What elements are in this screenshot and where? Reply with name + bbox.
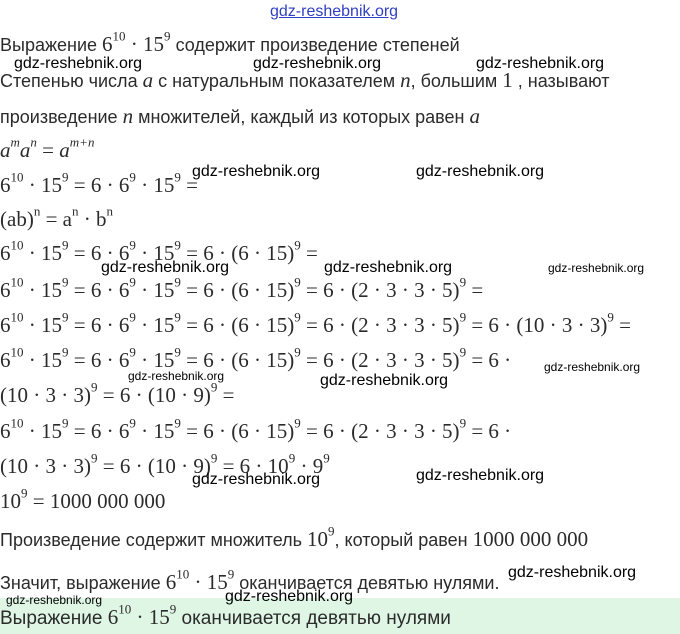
watermark[interactable]: gdz-reshebnik.org <box>508 564 637 581</box>
watermark[interactable]: gdz-reshebnik.org <box>320 372 449 389</box>
definition-line-2: произведение n множителей, каждый из которых равен a <box>0 104 480 128</box>
math-line-10: $6^{10} \cdot 15^9 = 6 \cdot 6^9 \cdot 15^9 = 6 \cdot (6 \cdot 15)^9 = 6 \cdot (2 \cdot 3 \cdot 3 \cdot 5)^9 = 6$ · <box>0 344 512 372</box>
watermark[interactable]: gdz-reshebnik.org <box>192 471 321 488</box>
math-line-14: $10^9 = 1000$ 000 000 <box>0 485 166 513</box>
math-line-8: $6^{10} \cdot 15^9 = 6 \cdot 6^9 \cdot 15^9 = 6 \cdot (6 \cdot 15)^9 = 6 \cdot (2 \cdot 3 \cdot 3 \cdot 5)^9$ = <box>0 274 484 302</box>
watermark[interactable]: gdz-reshebnik.org <box>548 261 645 275</box>
watermark[interactable]: gdz-reshebnik.org <box>14 55 143 72</box>
power-rule-formula: $a^ma^n = a^{m+n}$ <box>0 134 95 162</box>
watermark[interactable]: gdz-reshebnik.org <box>6 593 103 607</box>
conclusion-line-1: Произведение содержит множитель $10^9$, который равен 1000 000 000 <box>0 523 589 551</box>
math-line-7: $6^{10} \cdot 15^9 = 6 \cdot 6^9 \cdot 15^9 = 6 \cdot (6 \cdot 15)^9$ = <box>0 237 318 265</box>
intro-line: Выражение $6^{10} \cdot 15^9$ содержит произведение степеней <box>0 28 460 56</box>
watermark[interactable]: gdz-reshebnik.org <box>416 163 545 180</box>
math-line-12: $6^{10} \cdot 15^9 = 6 \cdot 6^9 \cdot 15^9 = 6 \cdot (6 \cdot 15)^9 = 6 \cdot (2 \cdot 3 \cdot 3 \cdot 5)^9 = 6$ · <box>0 415 512 443</box>
watermark[interactable]: gdz-reshebnik.org <box>101 259 230 276</box>
watermark[interactable]: gdz-reshebnik.org <box>416 467 545 484</box>
watermark[interactable]: gdz-reshebnik.org <box>324 259 453 276</box>
watermark[interactable]: gdz-reshebnik.org <box>128 369 225 383</box>
watermark[interactable]: gdz-reshebnik.org <box>253 55 382 72</box>
watermark[interactable]: gdz-reshebnik.org <box>544 360 641 374</box>
definition-line-1: Степенью числа a с натуральным показателем n, большим 1 , называют <box>0 68 610 92</box>
product-power-formula: $(ab)^n = a^n \cdot b^n$ <box>0 203 114 231</box>
watermark[interactable]: gdz-reshebnik.org <box>192 163 321 180</box>
math-line-13: $(10 \cdot 3 \cdot 3)^9 = 6 \cdot (10 \cdot 9)^9 = 6 \cdot 10^9 \cdot 9^9$ <box>0 450 330 478</box>
math-line-11: $(10 \cdot 3 \cdot 3)^9 = 6 \cdot (10 \cdot 9)^9$ = <box>0 379 235 407</box>
math-line-9: $6^{10} \cdot 15^9 = 6 \cdot 6^9 \cdot 15^9 = 6 \cdot (6 \cdot 15)^9 = 6 \cdot (2 \cdot 3 \cdot 3 \cdot 5)^9 = 6 \cdot (10 \cdot 3 \cdot 3)^9$ = <box>0 309 631 337</box>
watermark[interactable]: gdz-reshebnik.org <box>225 588 354 605</box>
conclusion-line-2: Значит, выражение $6^{10} \cdot 15^9$ оканчивается девятью нулями. <box>0 566 500 594</box>
watermark-top[interactable]: gdz-reshebnik.org <box>270 3 399 20</box>
watermark[interactable]: gdz-reshebnik.org <box>476 55 605 72</box>
math-line-5: $6^{10} \cdot 15^9 = 6 \cdot 6^9 \cdot 15^9$ = <box>0 169 198 197</box>
answer-text: Выражение $6^{10} \cdot 15^9$ оканчивается девятью нулями <box>0 601 451 629</box>
